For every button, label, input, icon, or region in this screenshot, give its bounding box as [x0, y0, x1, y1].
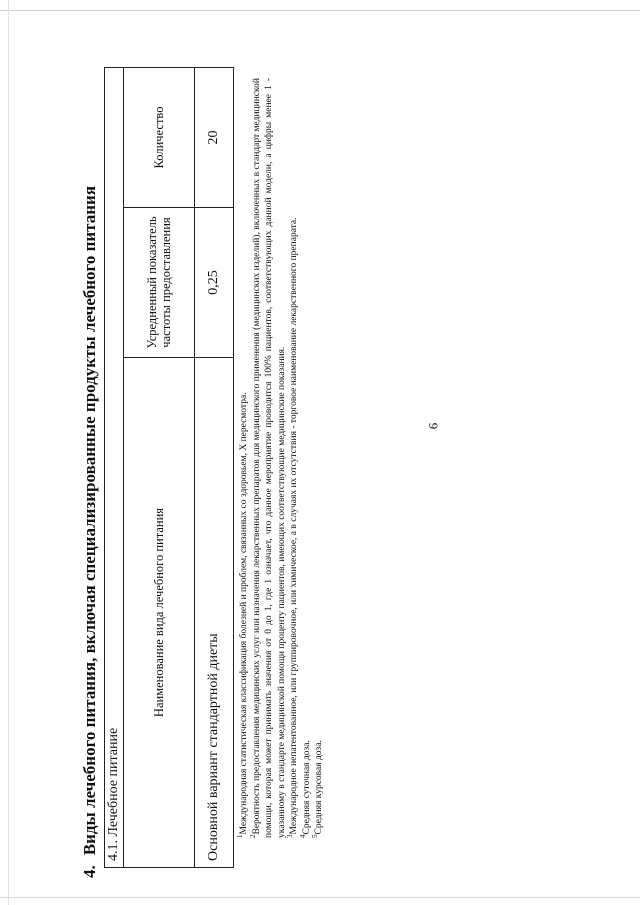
subsection-row [105, 67, 124, 867]
table-row [195, 67, 234, 867]
section-title: Виды лечебного питания, включая специализированные продукты лечебного питания [80, 185, 99, 856]
scan-edge-top [0, 10, 640, 11]
cell-diet-name: Основной вариант стандартной диеты [195, 358, 234, 868]
header-frequency: Усредненный показатель частоты предоставления [124, 208, 195, 358]
page-number: 6 [425, 422, 441, 430]
rotated-content-inner [80, 38, 640, 878]
footnote [298, 78, 314, 838]
header-name: Наименование вида лечебного питания [124, 358, 195, 868]
section-number: 4. [80, 865, 99, 878]
footnote [235, 78, 251, 838]
footnote-mark: 2 [248, 834, 257, 838]
footnote [313, 78, 326, 838]
scan-edge-left [8, 0, 9, 905]
subsection-title: 4.1. Лечебное питание [105, 67, 124, 867]
footnote-text: Вероятность предоставления медицинских услуг или назначения лекарственных препаратов для медицинского применения (медицинских изделий), включенных в стандарт медицинской помощи, которая может принимать значения от 0 до 1, где 1 означает, что данное мероприятие проводится 100% пациентов, соответствующих данной модели, а цифры менее 1 - указанному в стандарте медицинской помощи проценту пациентов, имеющих соответствующие медицинские показания. [251, 78, 287, 838]
footnote-mark: 4 [298, 834, 307, 838]
footnote [285, 78, 301, 838]
footnote-mark: 3 [285, 834, 294, 838]
section-heading [80, 38, 104, 878]
footnote-text: Средняя суточная доза. [301, 740, 312, 835]
footnote-text: Средняя курсовая доза. [314, 740, 325, 835]
footnote-text: Международное непатентованное, или группировочное, или химическое, а в случаях их отсутствия - торговое наименование лекарственного препарата. [289, 217, 300, 835]
footnote [248, 78, 289, 838]
footnotes [235, 78, 326, 838]
footnote-mark: 5 [311, 834, 320, 838]
nutrition-table [104, 67, 234, 868]
table-header-row [124, 67, 195, 867]
cell-quantity: 20 [195, 67, 234, 207]
footnote-text: Международная статистическая классификация болезней и проблем, связанных со здоровьем, X пересмотра. [239, 392, 249, 835]
scan-edge-bottom [0, 897, 640, 898]
footnote-mark: 1 [235, 834, 244, 838]
header-quantity: Количество [124, 67, 195, 207]
cell-frequency: 0,25 [195, 208, 234, 358]
